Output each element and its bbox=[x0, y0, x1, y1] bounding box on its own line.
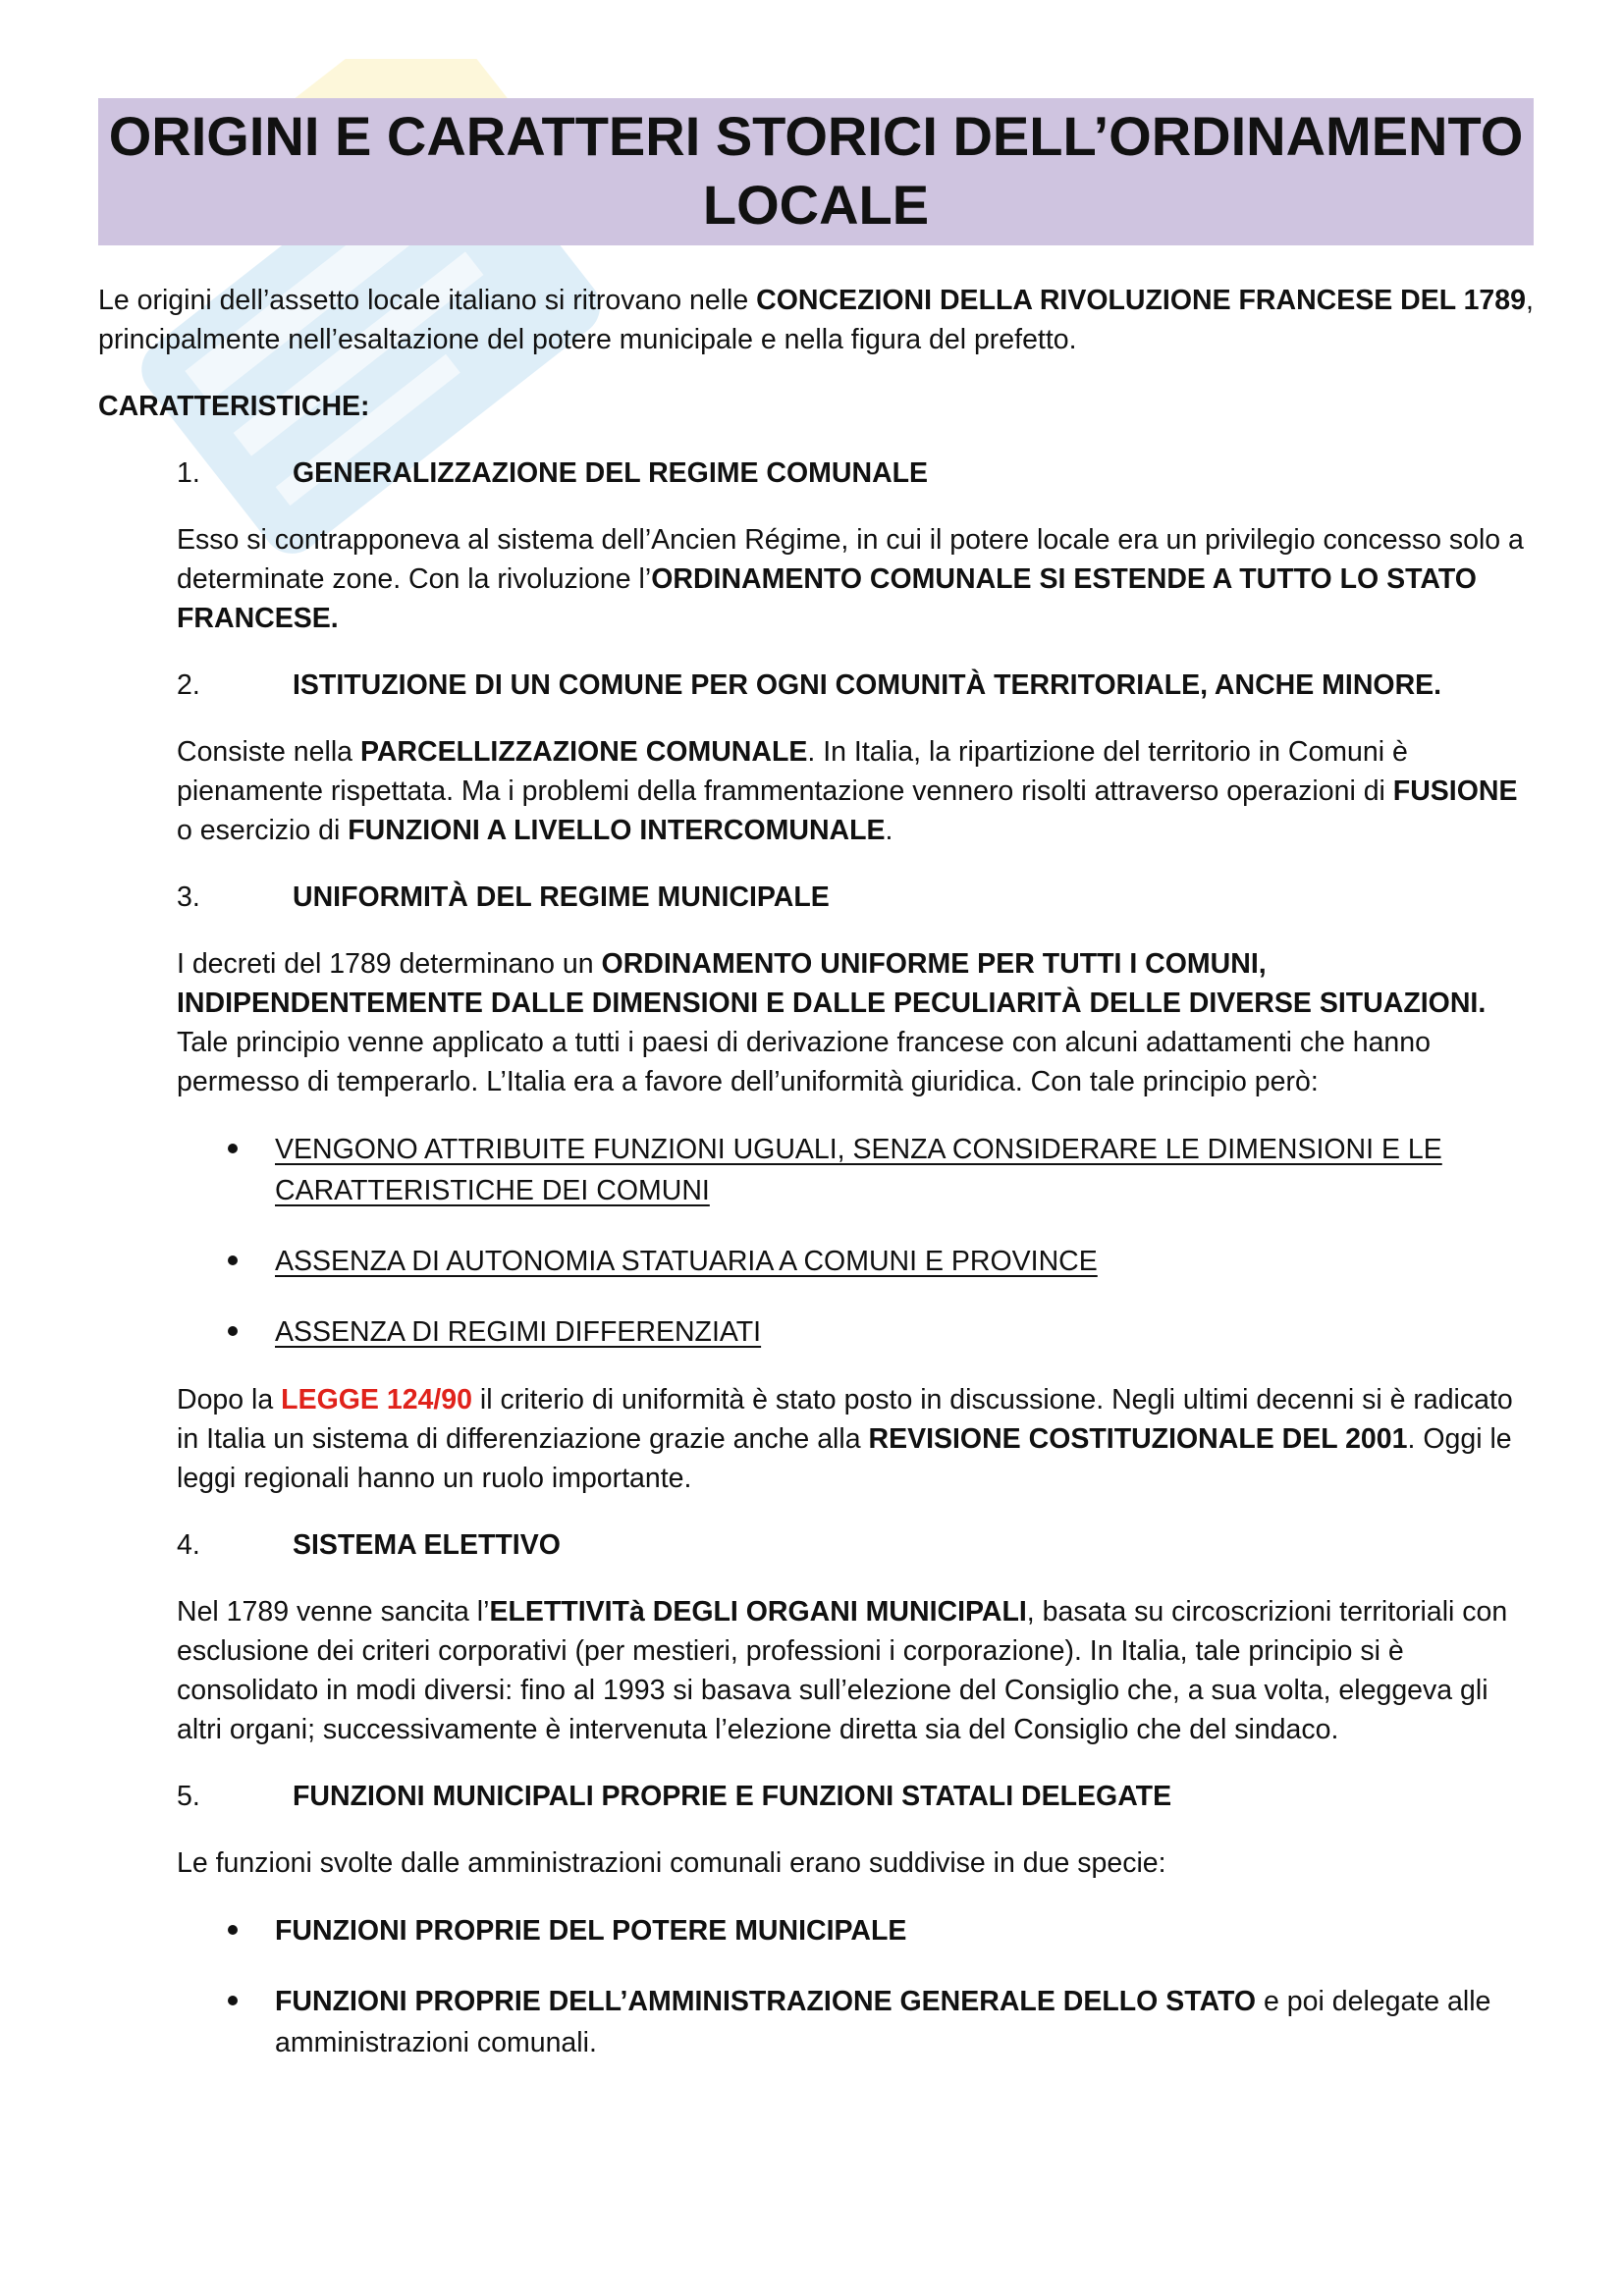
section-4-text: Nel 1789 venne sancita l’ELETTIVITà DEGLI ORGANI MUNICIPALI, basata su circoscrizioni territoriali con esclusione dei criteri corporativi (per mestieri, professioni i corporazione). In Italia, tale principio si è consolidato in modi diversi: fino al 1993 si basava sull’elezione del Consiglio che, a sua volta, eleggeva gli altri organi; successivamente è intervenuta l’elezione diretta sia del Consiglio che del sindaco. bbox=[177, 1596, 1508, 1745]
section-3-after-text: Dopo la LEGGE 124/90 il criterio di uniformità è stato posto in discussione. Negli ultimi decenni si è radicato in Italia un sistema di differenziazione grazie anche alla REVISIONE COSTITUZIONALE DEL 2001. Oggi le leggi regionali hanno un ruolo importante. bbox=[177, 1384, 1513, 1494]
list-item: ASSENZA DI REGIMI DIFFERENZIATI bbox=[275, 1311, 1534, 1353]
list-item: FUNZIONI PROPRIE DEL POTERE MUNICIPALE bbox=[275, 1910, 1534, 1951]
list-item: FUNZIONI PROPRIE DELL’AMMINISTRAZIONE GENERALE DELLO STATO e poi delegate alle amministrazioni comunali. bbox=[275, 1981, 1534, 2063]
section-2-text: Consiste nella PARCELLIZZAZIONE COMUNALE. In Italia, la ripartizione del territorio in Comuni è pienamente rispettata. Ma i problemi della frammentazione vennero risolti attraverso operazioni di FUSIONE o esercizio di FUNZIONI A LIVELLO INTERCOMUNALE. bbox=[177, 736, 1518, 846]
section-1-text: Esso si contrapponeva al sistema dell’Ancien Régime, in cui il potere locale era un privilegio concesso solo a determinate zone. Con la rivoluzione l’ORDINAMENTO COMUNALE SI ESTENDE A TUTTO LO STATO FRANCESE. bbox=[177, 524, 1524, 634]
section-5-text: Le funzioni svolte dalle amministrazioni comunali erano suddivise in due specie: bbox=[177, 1847, 1166, 1879]
section-5-heading: 5. FUNZIONI MUNICIPALI PROPRIE E FUNZIONI STATALI DELEGATE bbox=[177, 1781, 1172, 1812]
section-4-heading: 4. SISTEMA ELETTIVO bbox=[177, 1529, 561, 1561]
document-page bbox=[98, 98, 1534, 2063]
section-3-heading: 3. UNIFORMITÀ DEL REGIME MUNICIPALE bbox=[177, 881, 830, 913]
page-title: ORIGINI E CARATTERI STORICI DELL’ORDINAMENTO LOCALE bbox=[98, 98, 1534, 245]
caratteristiche-label: CARATTERISTICHE: bbox=[98, 391, 370, 422]
section-2-heading: 2. ISTITUZIONE DI UN COMUNE PER OGNI COMUNITÀ TERRITORIALE, ANCHE MINORE. bbox=[177, 669, 1442, 701]
section-1-heading: 1. GENERALIZZAZIONE DEL REGIME COMUNALE bbox=[177, 457, 929, 489]
section-5-bullet-list bbox=[98, 1910, 1534, 2063]
list-item: VENGONO ATTRIBUITE FUNZIONI UGUALI, SENZA CONSIDERARE LE DIMENSIONI E LE CARATTERISTICHE DEI COMUNI bbox=[275, 1129, 1534, 1211]
intro-paragraph: Le origini dell’assetto locale italiano si ritrovano nelle CONCEZIONI DELLA RIVOLUZIONE FRANCESE DEL 1789, principalmente nell’esaltazione del potere municipale e nella figura del prefetto. bbox=[98, 285, 1534, 355]
section-3-text: I decreti del 1789 determinano un ORDINAMENTO UNIFORME PER TUTTI I COMUNI, INDIPENDENTEMENTE DALLE DIMENSIONI E DALLE PECULIARITÀ DELLE DIVERSE SITUAZIONI. Tale principio venne applicato a tutti i paesi di derivazione francese con alcuni adattamenti che hanno permesso di temperarlo. L’Italia era a favore dell’uniformità giuridica. Con tale principio però: bbox=[177, 948, 1487, 1097]
list-item: ASSENZA DI AUTONOMIA STATUARIA A COMUNI E PROVINCE bbox=[275, 1241, 1534, 1282]
section-3-bullet-list bbox=[98, 1129, 1534, 1353]
